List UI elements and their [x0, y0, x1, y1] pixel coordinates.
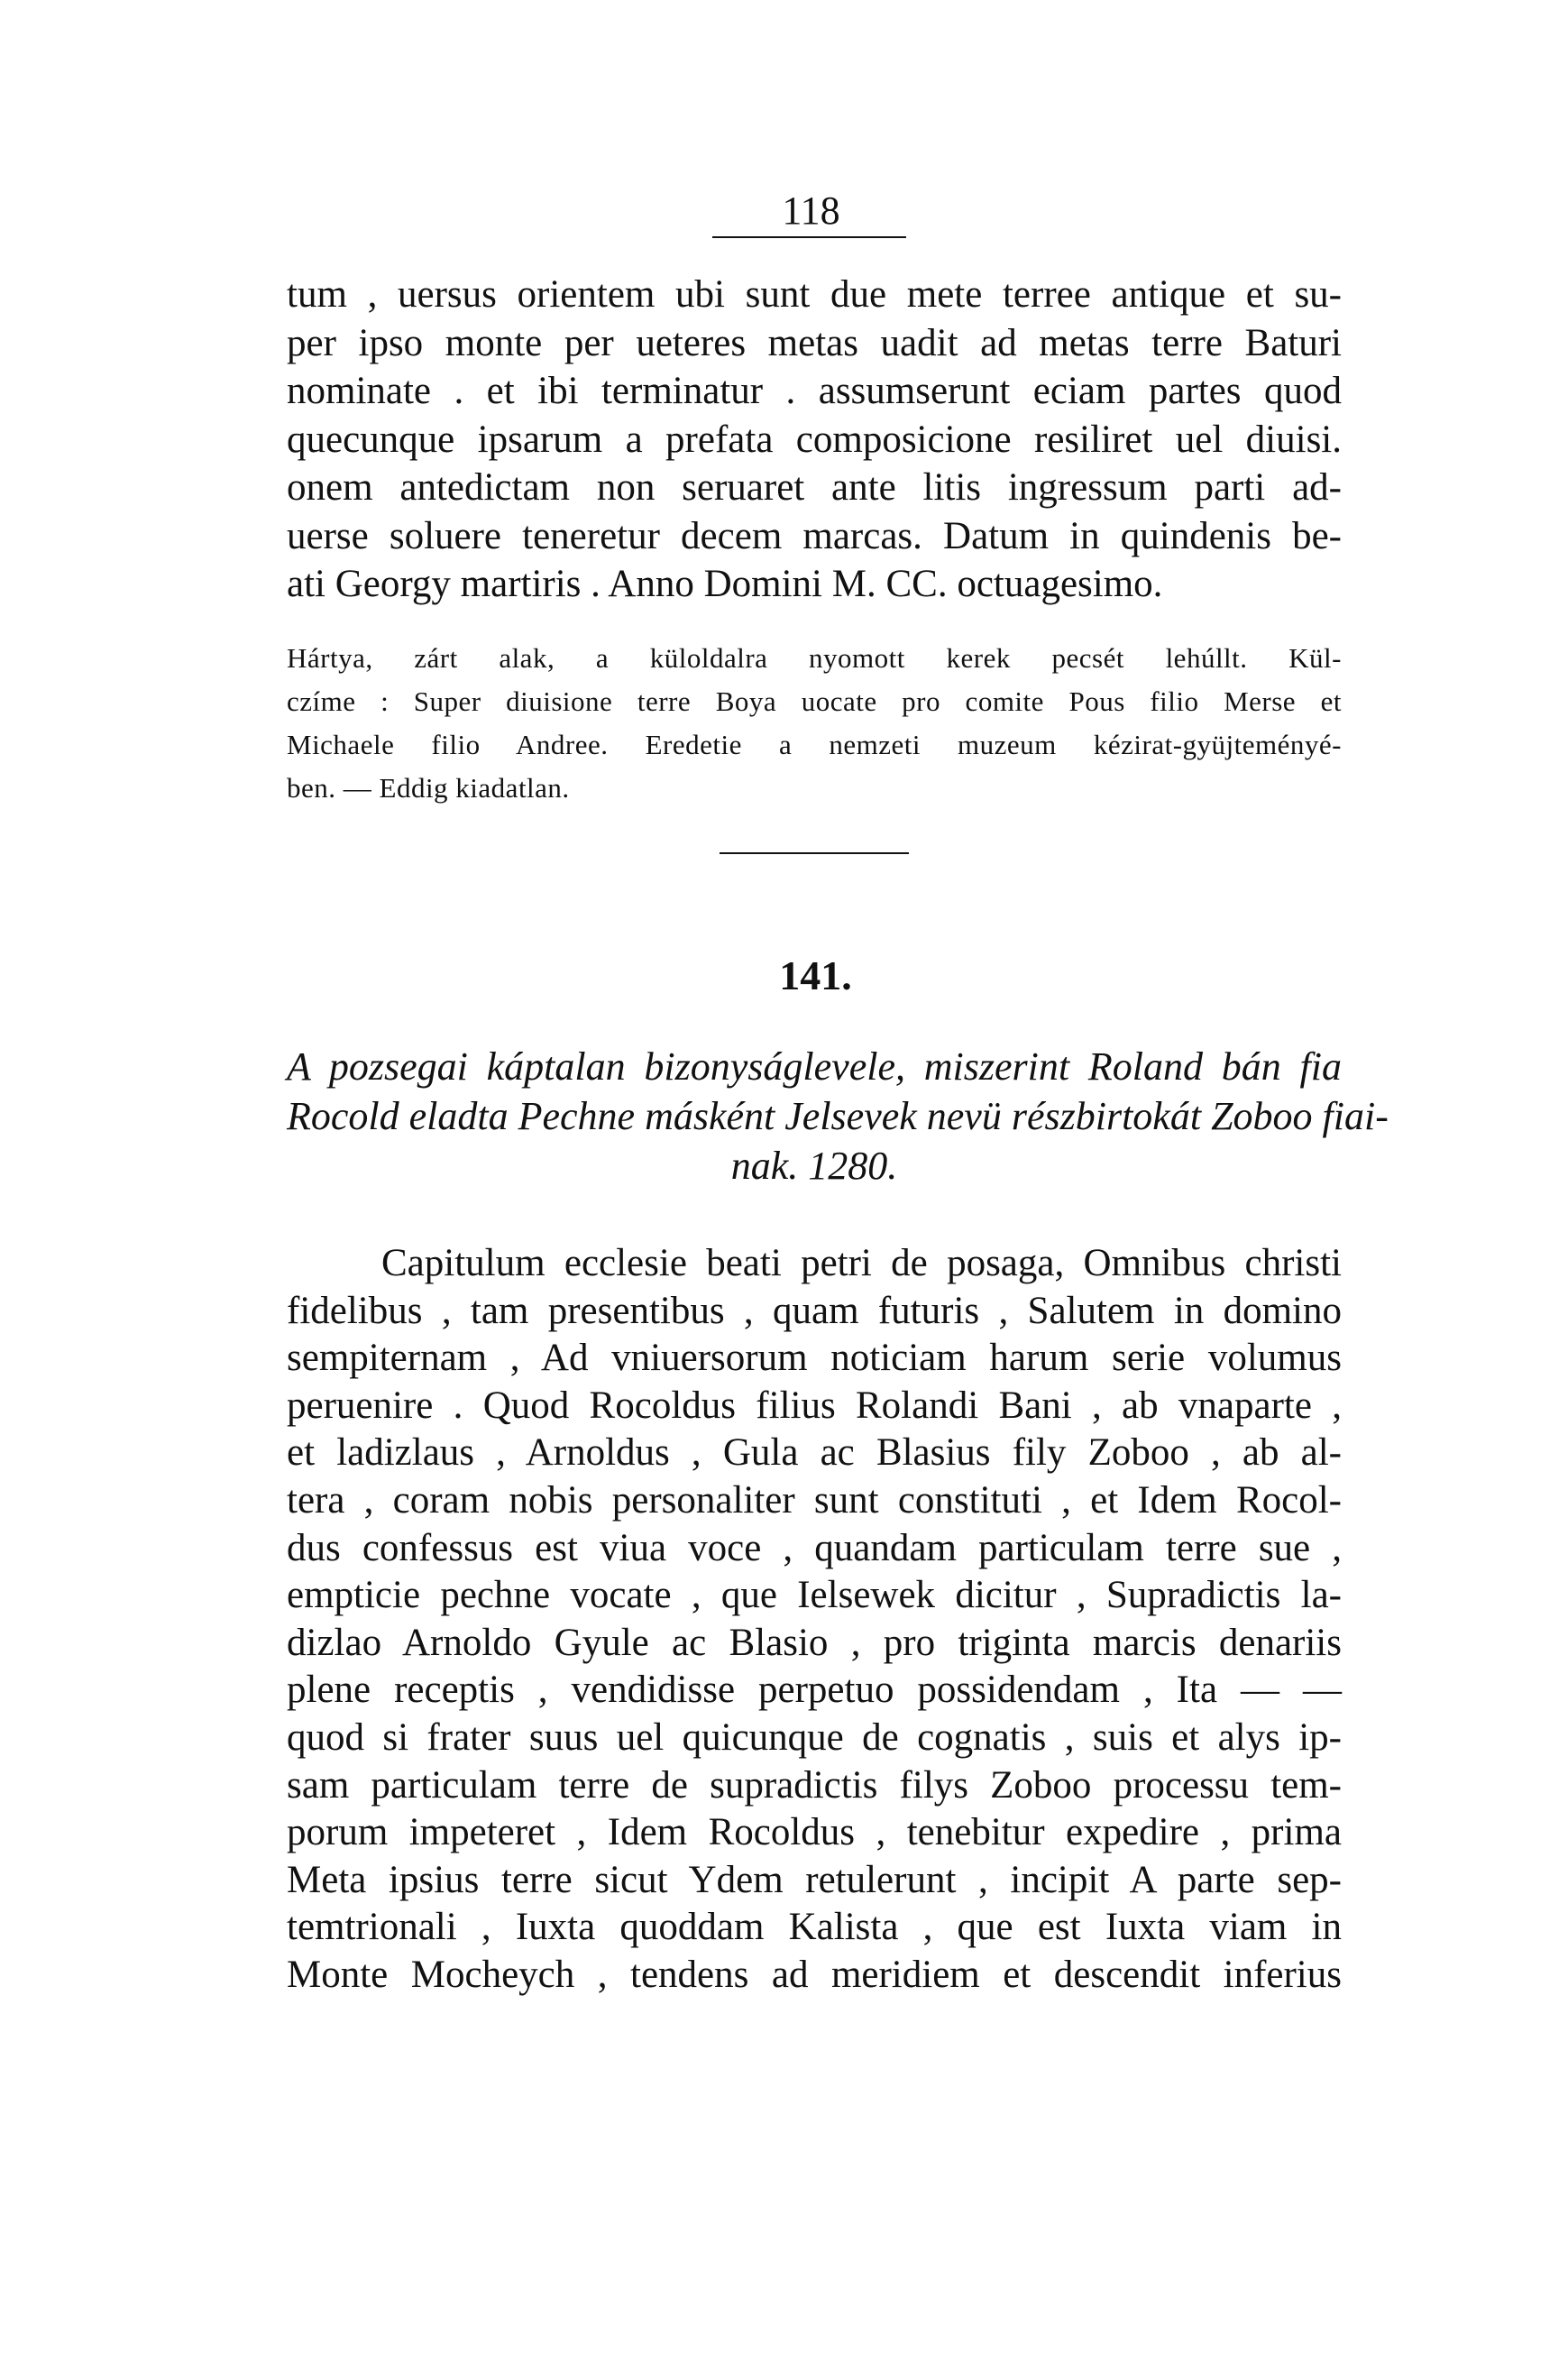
body-line: Capitulum ecclesie beati petri de posaga, Omnibus christi	[381, 1242, 1342, 1284]
document-title	[287, 1042, 1389, 1191]
text-line: uerse soluere teneretur decem marcas. Datum in quindenis be-	[287, 514, 1342, 557]
archival-note	[287, 637, 1342, 810]
title-line: nak. 1280.	[730, 1144, 898, 1188]
page-number-rule	[712, 236, 906, 238]
body-line: fidelibus , tam presentibus , quam futuris , Salutem in domino	[287, 1289, 1342, 1332]
text-line: tum , uersus orientem ubi sunt due mete terree antique et su-	[287, 273, 1342, 316]
body-line: sam particulam terre de supradictis filys Zoboo processu tem-	[287, 1763, 1342, 1807]
note-line: Michaele filio Andree. Eredetie a nemzeti muzeum kézirat-gyüjteményé-	[287, 729, 1342, 760]
body-line: quod si frater suus uel quicunque de cognatis , suis et alys ip-	[287, 1715, 1342, 1759]
body-line: sempiternam , Ad vniuersorum noticiam harum serie volumus	[287, 1337, 1342, 1380]
body-line: porum impeteret , Idem Rocoldus , tenebitur expedire , prima	[287, 1811, 1342, 1854]
body-line: Meta ipsius terre sicut Ydem retulerunt , incipit A parte sep-	[287, 1858, 1342, 1901]
title-line: A pozsegai káptalan bizonyságlevele, miszerint Roland bán fia	[287, 1044, 1342, 1089]
document-number: 141.	[779, 952, 852, 998]
text-line: nominate . et ibi terminatur . assumserunt eciam partes quod	[287, 370, 1342, 412]
note-line: Hártya, zárt alak, a küloldalra nyomott kerek pecsét lehúllt. Kül-	[287, 642, 1342, 674]
body-line: et ladizlaus , Arnoldus , Gula ac Blasius fily Zoboo , ab al-	[287, 1431, 1342, 1475]
text-line: ati Georgy martiris . Anno Domini M. CC. octuagesimo.	[287, 563, 1163, 605]
title-line: Rocold eladta Pechne másként Jelsevek nevü részbirtokát Zoboo fiai-	[287, 1094, 1389, 1138]
document-body	[287, 1240, 1342, 2000]
note-line: ben. — Eddig kiadatlan.	[287, 772, 570, 804]
section-separator	[720, 852, 909, 854]
text-line: onem antedictam non seruaret ante litis ingressum parti ad-	[287, 466, 1342, 509]
previous-document-text	[287, 271, 1342, 609]
body-line: dus confessus est viua voce , quandam particulam terre sue ,	[287, 1526, 1342, 1569]
body-line: dizlao Arnoldo Gyule ac Blasio , pro triginta marcis denariis	[287, 1621, 1342, 1664]
body-line: empticie pechne vocate , que Ielsewek dicitur , Supradictis la-	[287, 1574, 1342, 1617]
text-line: quecunque ipsarum a prefata composicione resiliret uel diuisi.	[287, 418, 1342, 461]
body-line: tera , coram nobis personaliter sunt constituti , et Idem Rocol-	[287, 1478, 1342, 1522]
body-line: plene receptis , vendidisse perpetuo possidendam , Ita — —	[287, 1669, 1342, 1712]
body-line: Monte Mocheych , tendens ad meridiem et descendit inferius	[287, 1953, 1342, 1996]
body-line: peruenire . Quod Rocoldus filius Rolandi Bani , ab vnaparte ,	[287, 1384, 1342, 1427]
note-line: czíme : Super diuisione terre Boya uocate pro comite Pous filio Merse et	[287, 685, 1342, 717]
text-line: per ipso monte per ueteres metas uadit ad metas terre Baturi	[287, 321, 1342, 364]
body-line: temtrionali , Iuxta quoddam Kalista , que est Iuxta viam in	[287, 1906, 1342, 1949]
page-number: 118	[782, 189, 840, 233]
